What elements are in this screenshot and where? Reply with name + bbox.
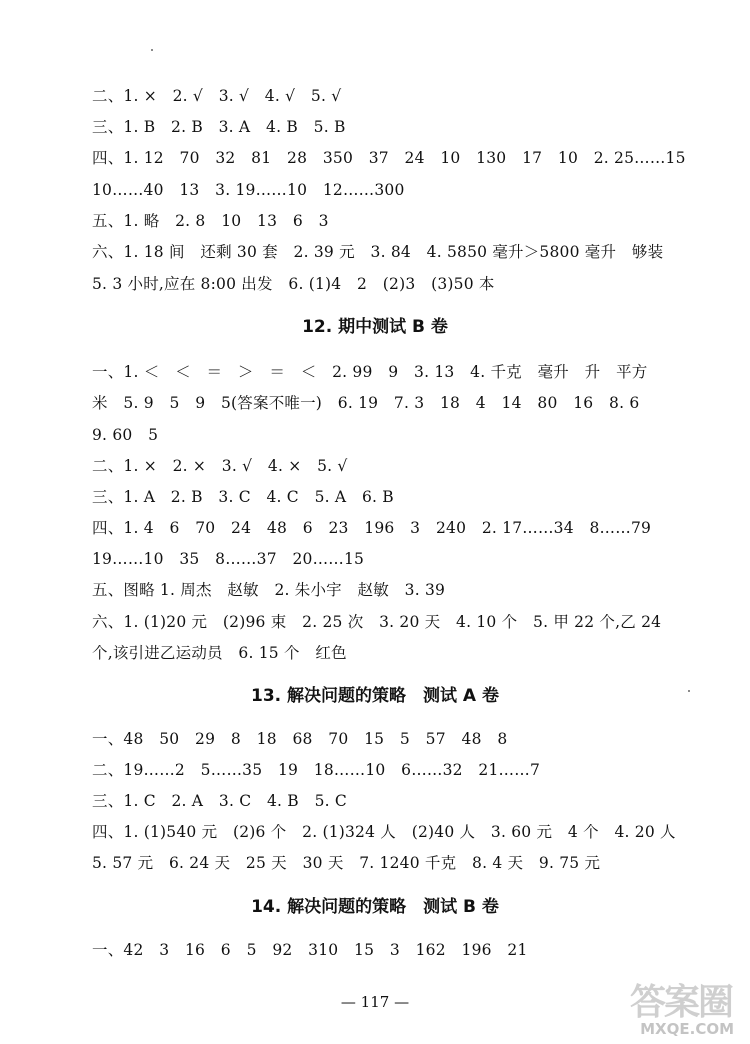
watermark-logo: 答案圈	[629, 982, 732, 1023]
scan-speck	[151, 49, 153, 51]
section-heading: 12. 期中测试 B 卷	[302, 317, 448, 337]
answer-line: 五、图略 1. 周杰 赵敏 2. 朱小宇 赵敏 3. 39	[92, 581, 446, 599]
answer-line: 五、1. 略 2. 8 10 13 6 3	[92, 212, 329, 230]
site-watermark	[606, 974, 736, 1038]
answer-line: 六、1. 18 间 还剩 30 套 2. 39 元 3. 84 4. 5850 毫升＞5800 毫升 够装	[92, 243, 664, 261]
answer-line: 一、42 3 16 6 5 92 310 15 3 162 196 21	[92, 941, 528, 959]
answer-line: 四、1. 12 70 32 81 28 350 37 24 10 130 17 10 2. 25……15	[92, 149, 686, 167]
answer-line: 三、1. A 2. B 3. C 4. C 5. A 6. B	[92, 488, 394, 506]
answer-line: 9. 60 5	[92, 426, 159, 444]
answer-line: 5. 3 小时,应在 8:00 出发 6. (1)4 2 (2)3 (3)50 本	[92, 275, 495, 293]
answer-line: 四、1. (1)540 元 (2)6 个 2. (1)324 人 (2)40 人 3. 60 元 4 个 4. 20 人	[92, 823, 676, 841]
answer-line: 六、1. (1)20 元 (2)96 束 2. 25 次 3. 20 天 4. 10 个 5. 甲 22 个,乙 24	[92, 613, 662, 631]
answer-line: 四、1. 4 6 70 24 48 6 23 196 3 240 2. 17……34 8……79	[92, 519, 652, 537]
answer-line: 二、19……2 5……35 19 18……10 6……32 21……7	[92, 761, 541, 779]
answer-line: 5. 57 元 6. 24 天 25 天 30 天 7. 1240 千克 8. 4 天 9. 75 元	[92, 854, 601, 872]
answer-line: 19……10 35 8……37 20……15	[92, 550, 365, 568]
answer-line: 二、1. × 2. √ 3. √ 4. √ 5. √	[92, 87, 342, 105]
answer-line: 米 5. 9 5 9 5(答案不唯一) 6. 19 7. 3 18 4 14 80 16 8. 6	[92, 394, 640, 412]
answer-line: 二、1. × 2. × 3. √ 4. × 5. √	[92, 457, 348, 475]
answer-line: 一、1. ＜ ＜ ＝ ＞ ＝ ＜ 2. 99 9 3. 13 4. 千克 毫升 升 平方	[92, 363, 648, 381]
page-number: — 117 —	[340, 993, 410, 1011]
answer-line: 一、48 50 29 8 18 68 70 15 5 57 48 8	[92, 730, 508, 748]
section-heading: 13. 解决问题的策略 测试 A 卷	[250, 686, 500, 706]
section-heading: 14. 解决问题的策略 测试 B 卷	[251, 897, 499, 917]
answer-line: 10……40 13 3. 19……10 12……300	[92, 181, 405, 199]
answer-line: 个,该引进乙运动员 6. 15 个 红色	[92, 644, 347, 662]
watermark-url: MXQE.COM	[640, 1020, 734, 1038]
answer-line: 三、1. B 2. B 3. A 4. B 5. B	[92, 118, 346, 136]
answer-line: 三、1. C 2. A 3. C 4. B 5. C	[92, 792, 347, 810]
